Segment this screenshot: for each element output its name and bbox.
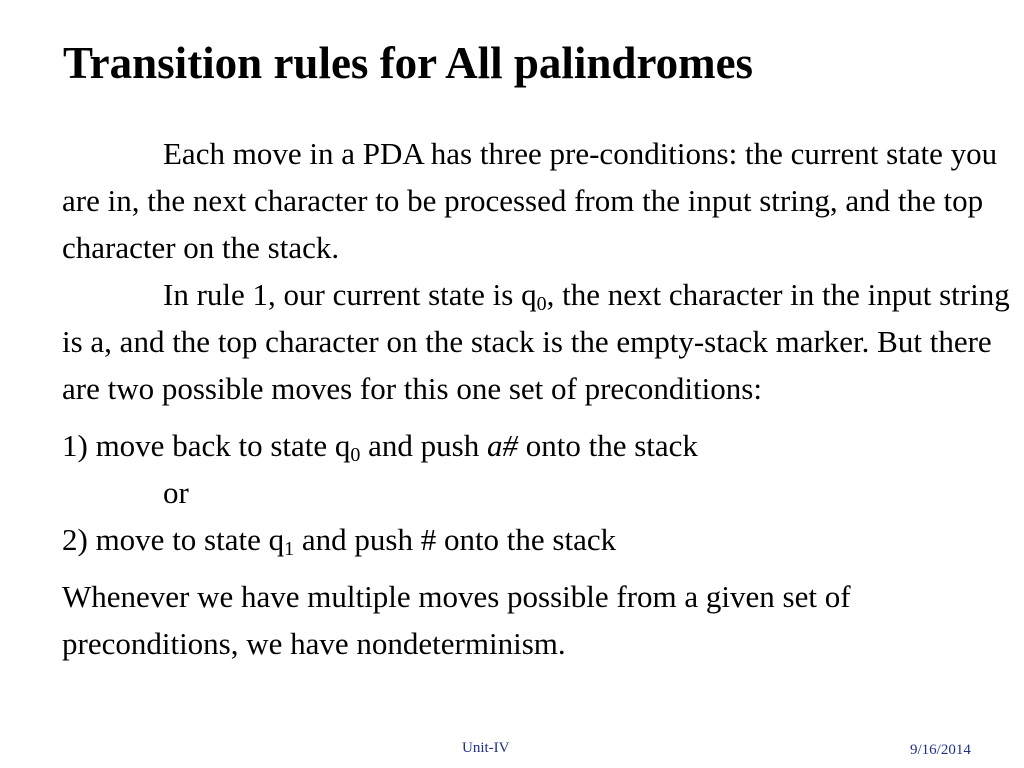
move-2-text-end: and push # onto the stack xyxy=(294,522,617,557)
rule-1-state-subscript: 0 xyxy=(536,293,547,315)
move-option-2 xyxy=(62,516,1012,563)
move-1-text-middle: and push xyxy=(360,428,487,463)
move-1-push-symbol: a# xyxy=(486,428,518,463)
footer-date: 9/16/2014 xyxy=(910,742,971,758)
rule-1-text-start: In rule 1, our current state is q xyxy=(163,277,537,312)
move-1-state-subscript: 0 xyxy=(350,444,361,466)
paragraph-preconditions: Each move in a PDA has three pre-conditions: the current state you are in, the next character to be processed from the input string, and the top character on the stack. xyxy=(62,136,998,265)
move-1-text-end: onto the stack xyxy=(517,428,698,463)
rule-1-text-end: , the next character in the input string is a, and the top character on the stack is the empty-stack marker. But there are two possible moves for this one set of preconditions: xyxy=(62,277,1010,406)
footer-unit-label: Unit-IV xyxy=(462,740,510,756)
move-1-text-start: 1) move back to state q xyxy=(62,428,351,463)
or-separator: or xyxy=(163,475,189,510)
slide-body xyxy=(62,130,1012,667)
slide-title: Transition rules for All palindromes xyxy=(63,38,754,88)
move-2-text-start: 2) move to state q xyxy=(62,522,285,557)
paragraph-nondeterminism: Whenever we have multiple moves possible from a given set of preconditions, we have nondeterminism. xyxy=(62,579,851,661)
paragraph-rule-1 xyxy=(62,271,1012,412)
move-2-state-subscript: 1 xyxy=(284,538,295,560)
move-option-1 xyxy=(62,422,1012,469)
